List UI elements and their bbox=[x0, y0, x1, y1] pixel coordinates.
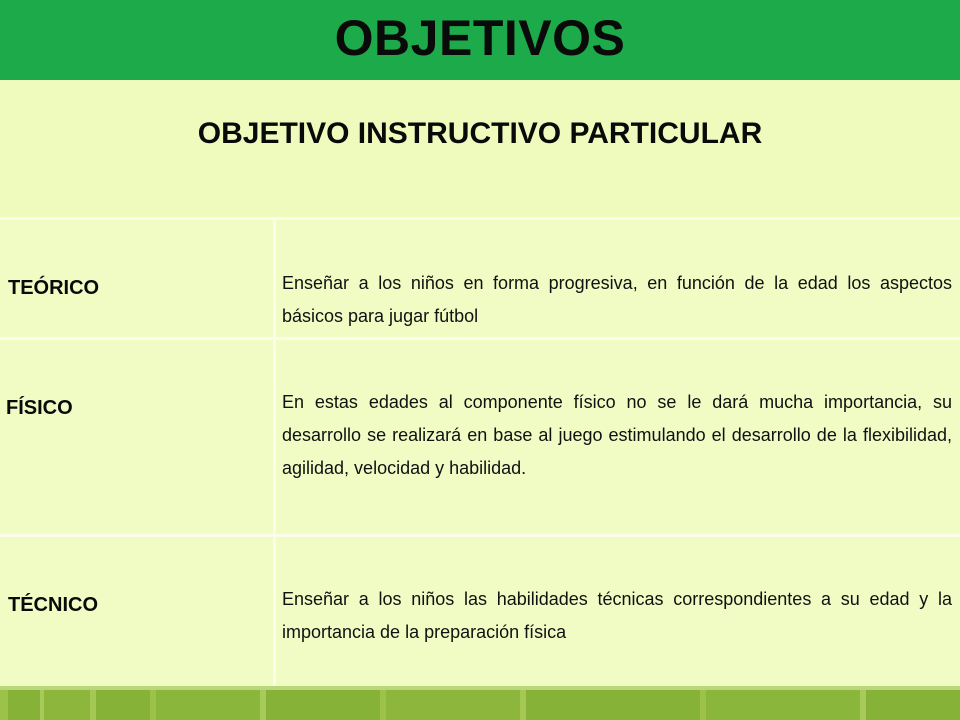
objectives-table bbox=[0, 80, 960, 686]
table-header: OBJETIVO INSTRUCTIVO PARTICULAR bbox=[197, 116, 763, 150]
slide-title: OBJETIVOS bbox=[334, 10, 626, 66]
title-bar bbox=[0, 0, 960, 80]
column-divider bbox=[273, 220, 276, 686]
row-label: FÍSICO bbox=[6, 397, 73, 419]
table-row-tecnico bbox=[0, 537, 960, 686]
row-description: Enseñar a los niños las habilidades técnicas correspondientes a su edad y la importancia de la preparación física bbox=[282, 589, 952, 642]
footer-decoration bbox=[0, 686, 960, 720]
table-row-fisico bbox=[0, 340, 960, 534]
row-description: En estas edades al componente físico no se le dará mucha importancia, su desarrollo se realizará en base al juego estimulando el desarrollo de la flexibilidad, agilidad, velocidad y habilidad. bbox=[282, 392, 952, 478]
row-label: TEÓRICO bbox=[8, 277, 100, 299]
row-description: Enseñar a los niños en forma progresiva, en función de la edad los aspectos básicos para jugar fútbol bbox=[282, 273, 952, 326]
table-header-row bbox=[0, 80, 960, 217]
row-label: TÉCNICO bbox=[8, 594, 98, 616]
table-row-teorico bbox=[0, 220, 960, 337]
